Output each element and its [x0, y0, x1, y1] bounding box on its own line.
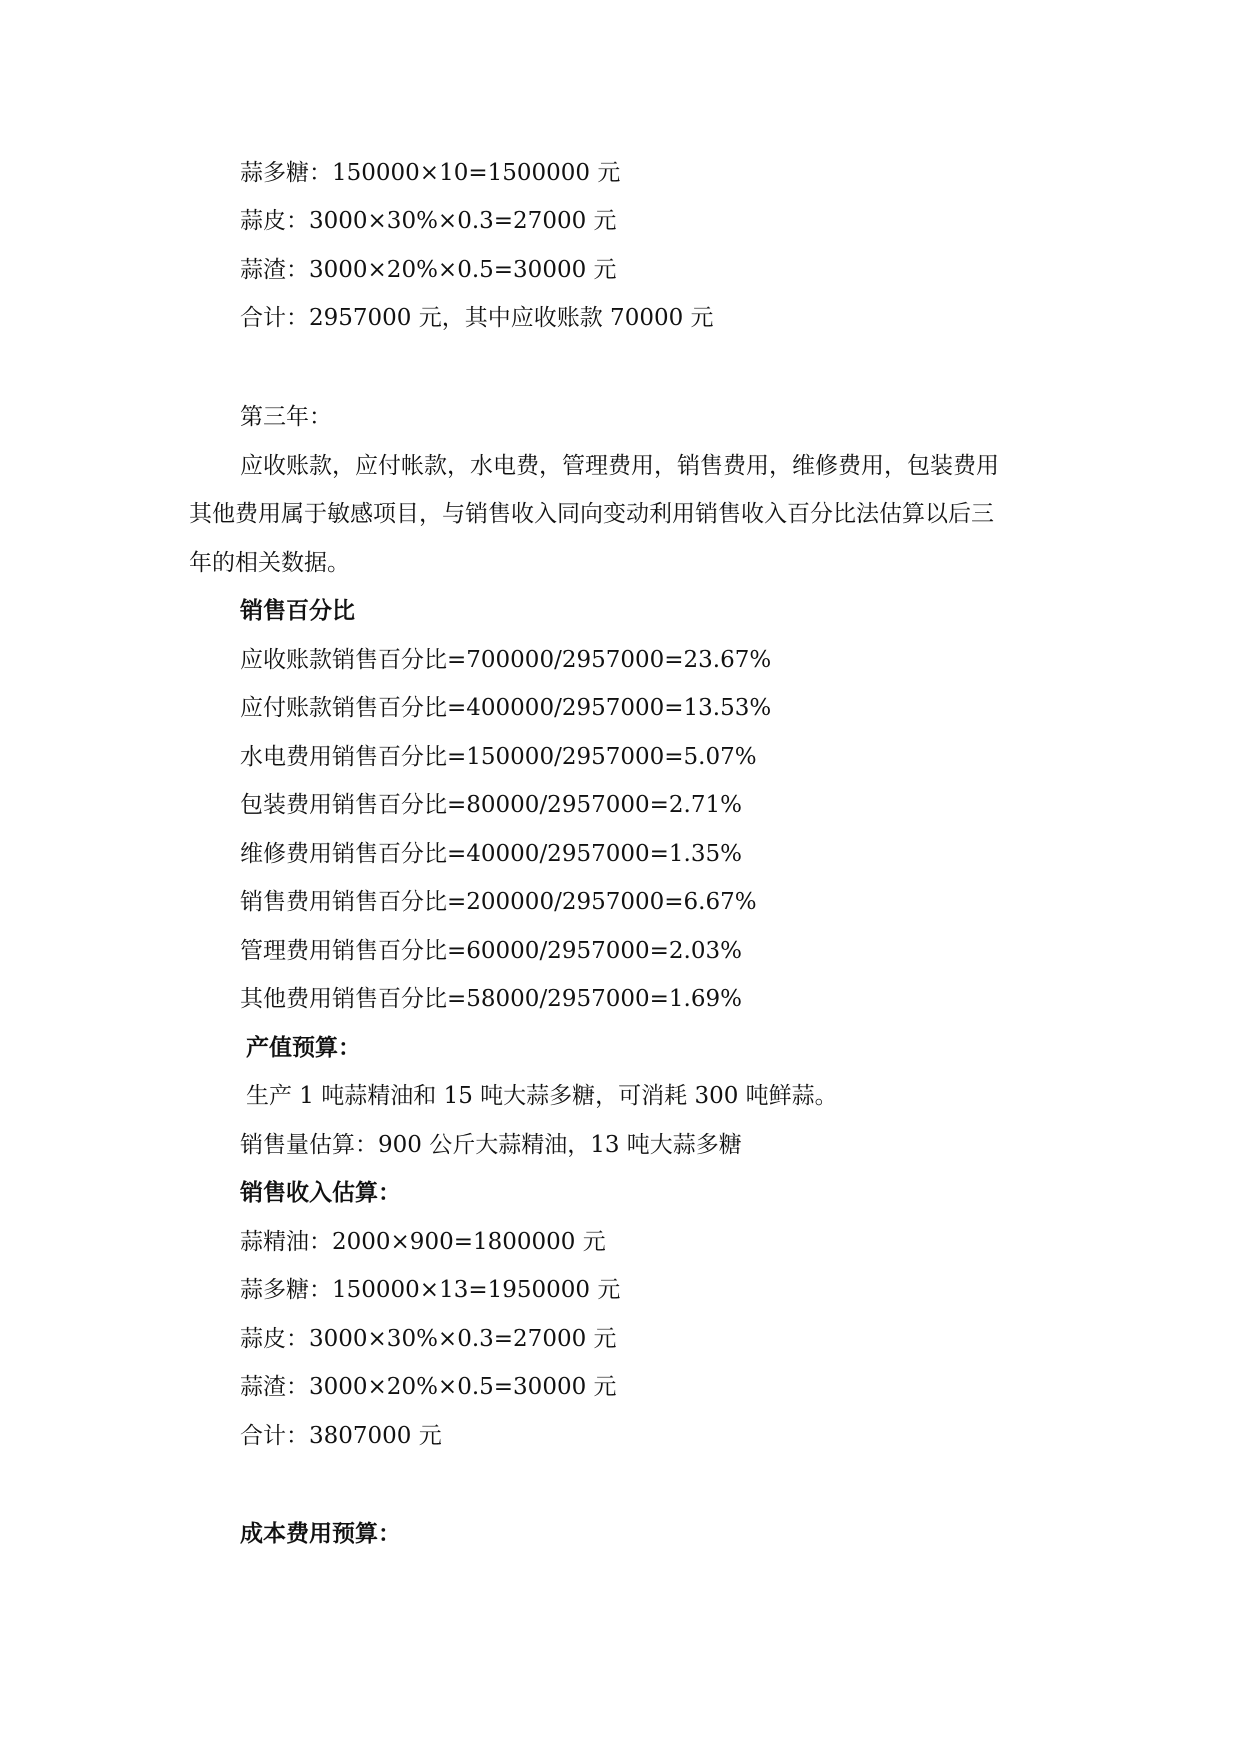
sales-income-peel: 蒜皮：3000×30%×0.3=27000 元 [240, 1326, 617, 1352]
income-peel-line: 蒜皮：3000×30%×0.3=27000 元 [240, 208, 617, 234]
sales-percentage-heading: 销售百分比 [240, 597, 355, 624]
output-budget-line-2: 销售量估算：900 公斤大蒜精油，13 吨大蒜多糖 [240, 1132, 742, 1158]
income-total-line: 合计：2957000 元，其中应收账款 70000 元 [240, 305, 714, 331]
sales-income-polysaccharide: 蒜多糖：150000×13=1950000 元 [240, 1277, 621, 1303]
sales-income-total: 合计：3807000 元 [240, 1423, 442, 1449]
sales-pct-selling: 销售费用销售百分比=200000/2957000=6.67% [240, 889, 757, 915]
sales-pct-other: 其他费用销售百分比=58000/2957000=1.69% [240, 986, 742, 1012]
sales-pct-maintenance: 维修费用销售百分比=40000/2957000=1.35% [240, 841, 742, 867]
income-residue-line: 蒜渣：3000×20%×0.5=30000 元 [240, 257, 617, 283]
year3-intro-line-1: 应收账款，应付帐款，水电费，管理费用，销售费用，维修费用，包装费用 [240, 453, 999, 479]
sales-pct-packaging: 包装费用销售百分比=80000/2957000=2.71% [240, 792, 742, 818]
year3-heading: 第三年： [240, 404, 332, 430]
sales-pct-receivables: 应收账款销售百分比=700000/2957000=23.67% [240, 647, 772, 673]
cost-budget-heading: 成本费用预算： [240, 1520, 401, 1547]
income-polysaccharide-line: 蒜多糖：150000×10=1500000 元 [240, 160, 621, 186]
sales-income-heading: 销售收入估算： [240, 1179, 401, 1206]
sales-income-residue: 蒜渣：3000×20%×0.5=30000 元 [240, 1374, 617, 1400]
year3-intro-line-2: 其他费用属于敏感项目，与销售收入同向变动利用销售收入百分比法估算以后三 [189, 501, 994, 527]
sales-pct-admin: 管理费用销售百分比=60000/2957000=2.03% [240, 938, 742, 964]
output-budget-line-1: 生产 1 吨蒜精油和 15 吨大蒜多糖，可消耗 300 吨鲜蒜。 [246, 1083, 838, 1109]
output-budget-heading: 产值预算： [246, 1034, 361, 1061]
sales-pct-utilities: 水电费用销售百分比=150000/2957000=5.07% [240, 744, 757, 770]
year3-intro-line-3: 年的相关数据。 [189, 550, 350, 576]
sales-pct-payables: 应付账款销售百分比=400000/2957000=13.53% [240, 695, 772, 721]
sales-income-oil: 蒜精油：2000×900=1800000 元 [240, 1229, 606, 1255]
